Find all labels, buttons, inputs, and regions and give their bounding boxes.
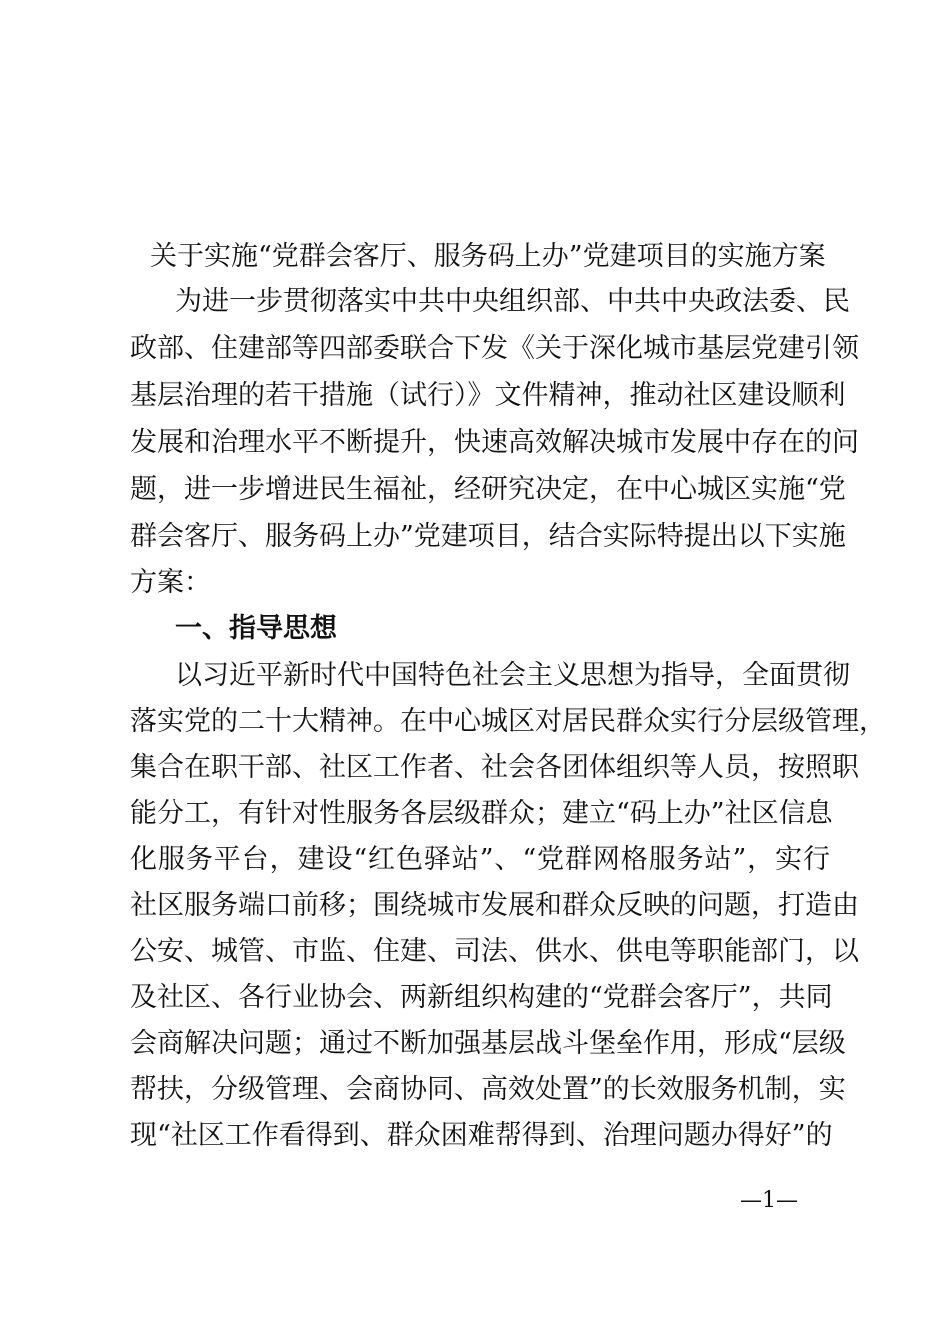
paragraph-line: 方案： [130,567,211,598]
paragraph-line: 政部、住建部等四部委联合下发《关于深化城市基层党建引领 [130,333,859,364]
paragraph-line: 集合在职干部、社区工作者、社会各团体组织等人员，按照职 [130,752,859,783]
paragraph-line: 会商解决问题；通过不断加强基层战斗堡垒作用，形成“层级 [130,1028,846,1059]
paragraph-line: 化服务平台，建设“红色驿站”、“党群网格服务站”，实行 [130,844,830,875]
paragraph-line: 题，进一步增进民生福祉，经研究决定，在中心城区实施“党 [130,474,846,505]
document-title: 关于实施“党群会客厅、服务码上办”党建项目的实施方案 [150,241,826,272]
paragraph-line: 及社区、各行业协会、两新组织构建的“党群会客厅”，共同 [130,982,833,1013]
paragraph-line: 公安、城管、市监、住建、司法、供水、供电等职能部门，以 [130,936,859,967]
paragraph-line: 社区服务端口前移；围绕城市发展和群众反映的问题，打造由 [130,890,859,921]
paragraph-line: 为进一步贯彻落实中共中央组织部、中共中央政法委、民 [175,286,850,317]
paragraph-line: 群会客厅、服务码上办”党建项目，结合实际特提出以下实施 [130,521,846,552]
section-heading: 一、指导思想 [175,613,337,644]
paragraph-line: 现“社区工作看得到、群众困难帮得到、治理问题办得好”的 [130,1120,833,1151]
paragraph-line: 帮扶，分级管理、会商协同、高效处置”的长效服务机制，实 [130,1074,846,1105]
page-number: —1— [740,1188,798,1213]
paragraph-line: 能分工，有针对性服务各层级群众；建立“码上办”社区信息 [130,798,833,829]
paragraph-line: 基层治理的若干措施（试行）》文件精神，推动社区建设顺利 [130,380,846,411]
paragraph-line: 发展和治理水平不断提升，快速高效解决城市发展中存在的问 [130,427,859,458]
paragraph-line: 落实党的二十大精神。在中心城区对居民群众实行分层级管理， [130,706,886,737]
paragraph-line: 以习近平新时代中国特色社会主义思想为指导，全面贯彻 [175,660,850,691]
